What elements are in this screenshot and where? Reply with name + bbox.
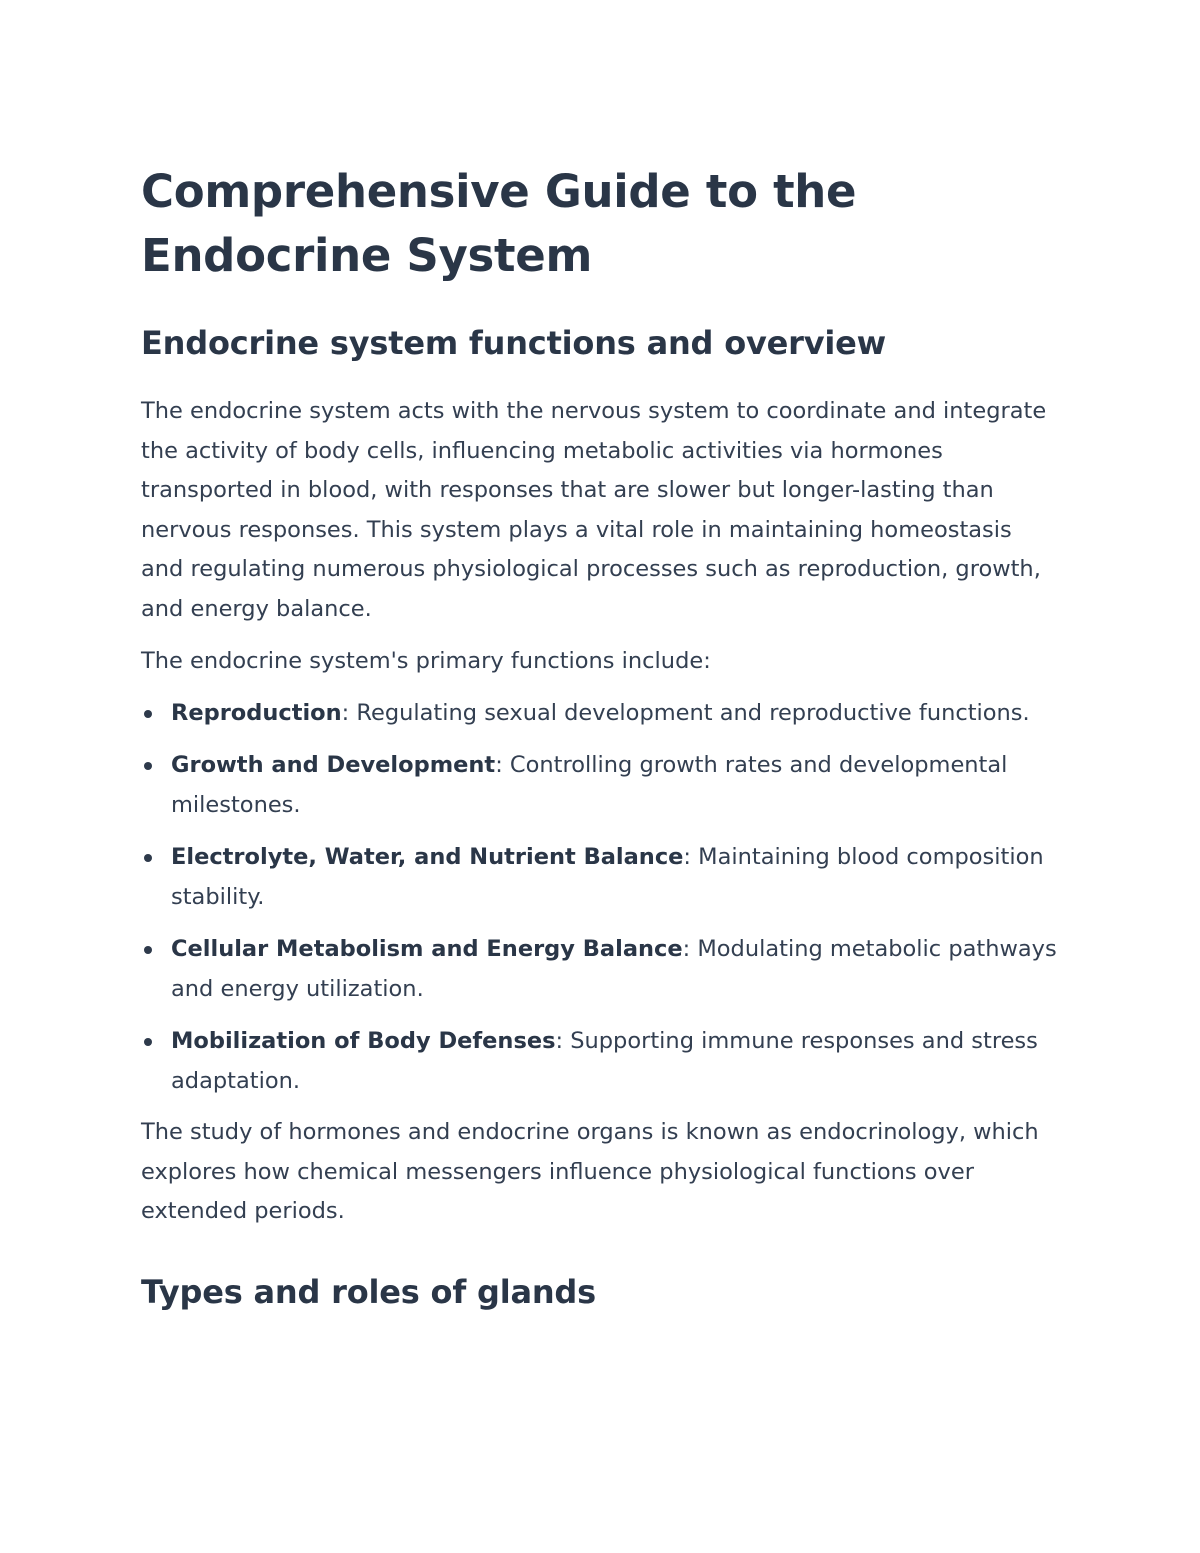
section-heading-glands: Types and roles of glands — [141, 1272, 596, 1311]
list-item-term: Growth and Development — [171, 752, 496, 778]
list-item — [141, 746, 1061, 825]
functions-list — [141, 694, 1061, 1102]
list-item — [141, 694, 1061, 734]
bullet-icon — [144, 1038, 152, 1046]
list-item-description: : Controlling growth rates and developmental milestones. — [171, 752, 1008, 818]
bullet-icon — [144, 854, 152, 862]
list-item-term: Electrolyte, Water, and Nutrient Balance — [171, 844, 684, 870]
section-heading-functions-overview: Endocrine system functions and overview — [141, 324, 887, 362]
list-item-term: Reproduction — [171, 699, 342, 726]
intro-paragraph: The endocrine system acts with the nervous system to coordinate and integrate the activity of body cells, influencing metabolic activities via hormones transported in blood, with responses that are slower but longer-lasting than nervous responses. This system plays a vital role in maintaining homeostasis and regulating numerous physiological processes such as reproduction, growth, and energy balance. — [141, 398, 1047, 622]
list-item-description: : Maintaining blood composition stability. — [171, 844, 1044, 910]
list-item-description: : Supporting immune responses and stress adaptation. — [171, 1028, 1038, 1094]
list-item — [141, 838, 1061, 917]
list-item-description: : Modulating metabolic pathways and energy utilization. — [171, 936, 1057, 1002]
closing-paragraph: The study of hormones and endocrine organs is known as endocrinology, which explores how chemical messengers influence physiological functions over extended periods. — [141, 1119, 1039, 1224]
bullet-icon — [144, 710, 152, 718]
functions-lead-paragraph: The endocrine system's primary functions include: — [141, 648, 711, 674]
list-item-description: : Regulating sexual development and reproductive functions. — [341, 699, 1030, 726]
list-item-term: Cellular Metabolism and Energy Balance — [171, 936, 683, 962]
bullet-icon — [144, 946, 152, 954]
list-item-term: Mobilization of Body Defenses — [171, 1028, 556, 1054]
list-item — [141, 930, 1061, 1009]
list-item — [141, 1022, 1061, 1101]
bullet-icon — [144, 762, 152, 770]
document-page — [141, 160, 1061, 1314]
document-title: Comprehensive Guide to the Endocrine System — [141, 165, 857, 282]
